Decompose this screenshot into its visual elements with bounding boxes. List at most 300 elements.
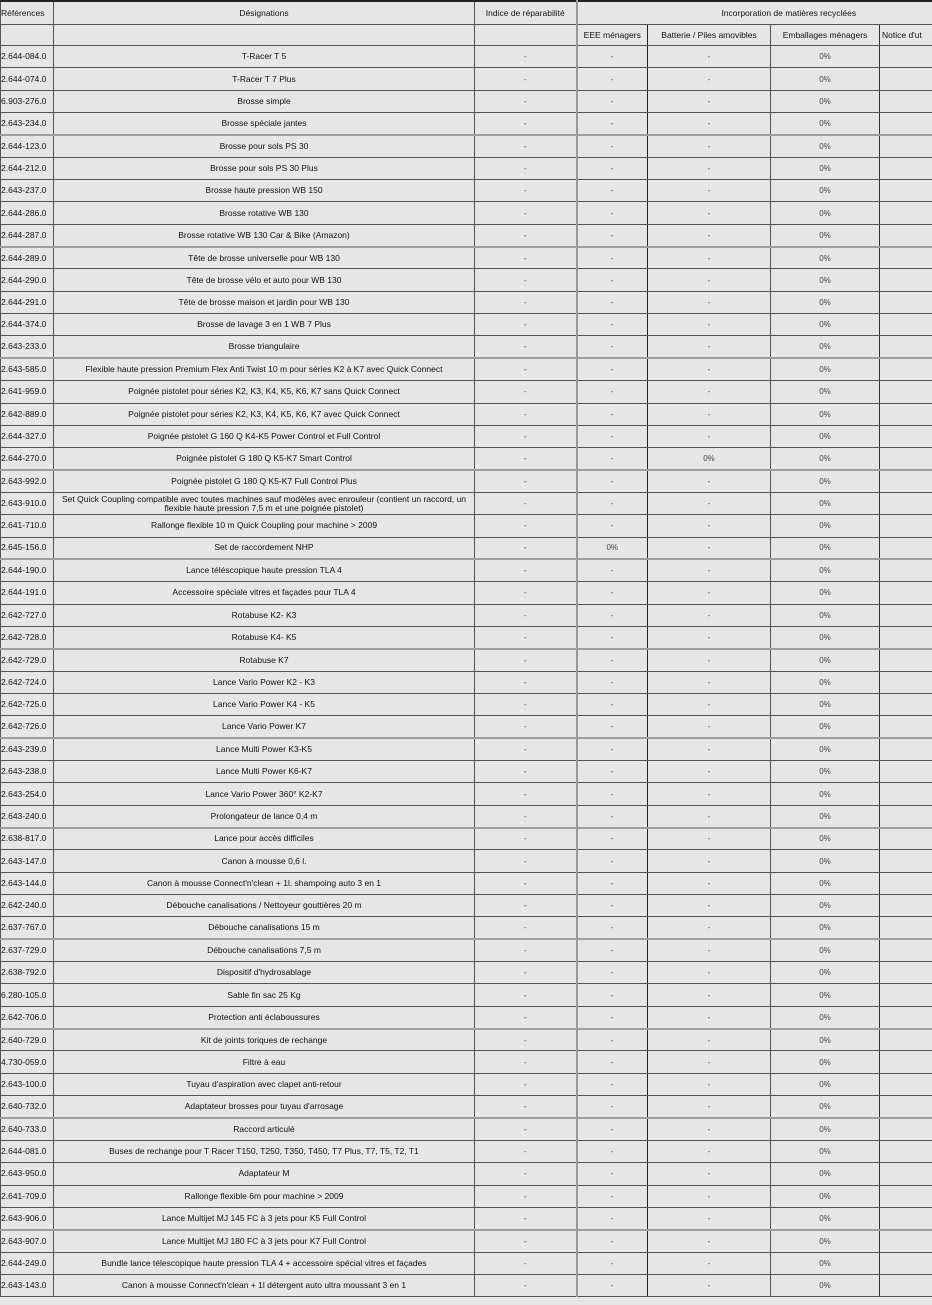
repairability-cell: - bbox=[475, 939, 577, 961]
eee-cell: - bbox=[577, 1163, 648, 1185]
eee-cell: - bbox=[577, 403, 648, 425]
eee-cell: - bbox=[577, 46, 648, 68]
designation-cell: Raccord articulé bbox=[54, 1118, 475, 1140]
header-packaging: Emballages ménagers bbox=[771, 25, 880, 46]
table-body bbox=[1, 46, 932, 1297]
reference-cell: 2.644-191.0 bbox=[1, 582, 54, 604]
notice-cell bbox=[880, 90, 932, 112]
table-row bbox=[1, 135, 932, 157]
table-row bbox=[1, 269, 932, 291]
designation-cell: Lance Multi Power K3-K5 bbox=[54, 738, 475, 760]
eee-cell: - bbox=[577, 1051, 648, 1073]
designation-cell: T-Racer T 7 Plus bbox=[54, 68, 475, 90]
designation-cell: Débouche canalisations / Nettoyeur gouttières 20 m bbox=[54, 895, 475, 917]
reference-cell: 2.640-733.0 bbox=[1, 1118, 54, 1140]
eee-cell: - bbox=[577, 425, 648, 447]
repairability-cell: - bbox=[475, 917, 577, 939]
header-battery: Batterie / Piles amovibles bbox=[648, 25, 771, 46]
repairability-cell: - bbox=[475, 895, 577, 917]
table-row bbox=[1, 68, 932, 90]
repairability-cell: - bbox=[475, 90, 577, 112]
reference-cell: 2.642-727.0 bbox=[1, 604, 54, 626]
packaging-cell: 0% bbox=[771, 336, 880, 358]
packaging-cell: 0% bbox=[771, 537, 880, 559]
repairability-cell: - bbox=[475, 962, 577, 984]
eee-cell: - bbox=[577, 247, 648, 269]
repairability-cell: - bbox=[475, 180, 577, 202]
eee-cell: - bbox=[577, 828, 648, 850]
battery-cell: - bbox=[648, 202, 771, 224]
repairability-cell: - bbox=[475, 783, 577, 805]
table-row bbox=[1, 1252, 932, 1274]
reference-cell: 2.643-237.0 bbox=[1, 180, 54, 202]
packaging-cell: 0% bbox=[771, 314, 880, 336]
packaging-cell: 0% bbox=[771, 135, 880, 157]
table-row bbox=[1, 693, 932, 715]
designation-cell: Canon à mousse Connect'n'clean + 1l détergent auto ultra moussant 3 en 1 bbox=[54, 1274, 475, 1296]
table-row bbox=[1, 448, 932, 470]
table-row bbox=[1, 381, 932, 403]
designation-cell: Tête de brosse vélo et auto pour WB 130 bbox=[54, 269, 475, 291]
table-row bbox=[1, 470, 932, 492]
battery-cell: - bbox=[648, 649, 771, 671]
eee-cell: - bbox=[577, 559, 648, 581]
battery-cell: - bbox=[648, 1073, 771, 1095]
designation-cell: Canon à mousse Connect'n'clean + 1l. shampoing auto 3 en 1 bbox=[54, 872, 475, 894]
reference-cell: 2.643-906.0 bbox=[1, 1207, 54, 1229]
repairability-cell: - bbox=[475, 738, 577, 760]
table-row bbox=[1, 939, 932, 961]
designation-cell: Brosse simple bbox=[54, 90, 475, 112]
packaging-cell: 0% bbox=[771, 895, 880, 917]
packaging-cell: 0% bbox=[771, 247, 880, 269]
designation-cell: Débouche canalisations 15 m bbox=[54, 917, 475, 939]
designation-cell: Adaptateur M bbox=[54, 1163, 475, 1185]
battery-cell: - bbox=[648, 492, 771, 514]
table-row bbox=[1, 761, 932, 783]
designation-cell: Prolongateur de lance 0,4 m bbox=[54, 805, 475, 827]
packaging-cell: 0% bbox=[771, 1118, 880, 1140]
table-row bbox=[1, 559, 932, 581]
battery-cell: - bbox=[648, 1140, 771, 1162]
eee-cell: - bbox=[577, 716, 648, 738]
reference-cell: 2.643-907.0 bbox=[1, 1230, 54, 1252]
repairability-cell: - bbox=[475, 850, 577, 872]
designation-cell: Canon à mousse 0,6 l. bbox=[54, 850, 475, 872]
eee-cell: - bbox=[577, 515, 648, 537]
repairability-cell: - bbox=[475, 1073, 577, 1095]
notice-cell bbox=[880, 180, 932, 202]
eee-cell: - bbox=[577, 448, 648, 470]
eee-cell: - bbox=[577, 314, 648, 336]
packaging-cell: 0% bbox=[771, 962, 880, 984]
reference-cell: 2.645-156.0 bbox=[1, 537, 54, 559]
table-row bbox=[1, 157, 932, 179]
notice-cell bbox=[880, 895, 932, 917]
battery-cell: - bbox=[648, 939, 771, 961]
reference-cell: 2.643-585.0 bbox=[1, 358, 54, 380]
eee-cell: - bbox=[577, 783, 648, 805]
repairability-cell: - bbox=[475, 671, 577, 693]
reference-cell: 2.642-728.0 bbox=[1, 626, 54, 648]
repairability-cell: - bbox=[475, 805, 577, 827]
battery-cell: - bbox=[648, 805, 771, 827]
notice-cell bbox=[880, 291, 932, 313]
battery-cell: - bbox=[648, 1096, 771, 1118]
repairability-cell: - bbox=[475, 761, 577, 783]
notice-cell bbox=[880, 850, 932, 872]
header-repairability: Indice de réparabilité bbox=[475, 1, 577, 25]
notice-cell bbox=[880, 1096, 932, 1118]
reference-cell: 2.643-239.0 bbox=[1, 738, 54, 760]
packaging-cell: 0% bbox=[771, 1252, 880, 1274]
reference-cell: 6.280-105.0 bbox=[1, 984, 54, 1006]
packaging-cell: 0% bbox=[771, 90, 880, 112]
table-row bbox=[1, 828, 932, 850]
battery-cell: - bbox=[648, 895, 771, 917]
reference-cell: 2.643-238.0 bbox=[1, 761, 54, 783]
reference-cell: 2.643-234.0 bbox=[1, 113, 54, 135]
packaging-cell: 0% bbox=[771, 1029, 880, 1051]
battery-cell: - bbox=[648, 537, 771, 559]
repairability-cell: - bbox=[475, 582, 577, 604]
repairability-cell: - bbox=[475, 403, 577, 425]
designation-cell: Tuyau d'aspiration avec clapet anti-retour bbox=[54, 1073, 475, 1095]
eee-cell: - bbox=[577, 649, 648, 671]
battery-cell: - bbox=[648, 247, 771, 269]
reference-cell: 2.640-729.0 bbox=[1, 1029, 54, 1051]
table-row bbox=[1, 917, 932, 939]
packaging-cell: 0% bbox=[771, 738, 880, 760]
eee-cell: - bbox=[577, 1185, 648, 1207]
eee-cell: - bbox=[577, 224, 648, 246]
designation-cell: Brosse pour sols PS 30 Plus bbox=[54, 157, 475, 179]
packaging-cell: 0% bbox=[771, 403, 880, 425]
table-row bbox=[1, 962, 932, 984]
designation-cell: Brosse spéciale jantes bbox=[54, 113, 475, 135]
repairability-cell: - bbox=[475, 1118, 577, 1140]
designation-cell: Rallonge flexible 6m pour machine > 2009 bbox=[54, 1185, 475, 1207]
reference-cell: 2.642-724.0 bbox=[1, 671, 54, 693]
eee-cell: - bbox=[577, 1006, 648, 1028]
repairability-cell: - bbox=[475, 113, 577, 135]
table-row bbox=[1, 291, 932, 313]
repairability-cell: - bbox=[475, 604, 577, 626]
notice-cell bbox=[880, 1252, 932, 1274]
notice-cell bbox=[880, 716, 932, 738]
notice-cell bbox=[880, 1073, 932, 1095]
reference-cell: 2.642-725.0 bbox=[1, 693, 54, 715]
reference-cell: 2.642-889.0 bbox=[1, 403, 54, 425]
designation-cell: Filtre à eau bbox=[54, 1051, 475, 1073]
eee-cell: - bbox=[577, 738, 648, 760]
battery-cell: - bbox=[648, 425, 771, 447]
eee-cell: - bbox=[577, 113, 648, 135]
notice-cell bbox=[880, 761, 932, 783]
battery-cell: - bbox=[648, 738, 771, 760]
eee-cell: - bbox=[577, 1140, 648, 1162]
packaging-cell: 0% bbox=[771, 180, 880, 202]
battery-cell: - bbox=[648, 582, 771, 604]
table-row bbox=[1, 604, 932, 626]
notice-cell bbox=[880, 269, 932, 291]
table-row bbox=[1, 649, 932, 671]
repairability-cell: - bbox=[475, 559, 577, 581]
reference-cell: 2.641-959.0 bbox=[1, 381, 54, 403]
battery-cell: - bbox=[648, 559, 771, 581]
designation-cell: Brosse triangulaire bbox=[54, 336, 475, 358]
repairability-cell: - bbox=[475, 693, 577, 715]
battery-cell: - bbox=[648, 224, 771, 246]
packaging-cell: 0% bbox=[771, 604, 880, 626]
table-row bbox=[1, 1230, 932, 1252]
battery-cell: - bbox=[648, 1230, 771, 1252]
designation-cell: Lance Vario Power K4 - K5 bbox=[54, 693, 475, 715]
notice-cell bbox=[880, 939, 932, 961]
table-row bbox=[1, 1118, 932, 1140]
designation-cell: Set Quick Coupling compatible avec toutes machines sauf modèles avec enrouleur (contient un raccord, un flexible haute pression 7,5 m et une poignée pistolet) bbox=[54, 492, 475, 514]
designation-cell: Tête de brosse maison et jardin pour WB 130 bbox=[54, 291, 475, 313]
table-row bbox=[1, 247, 932, 269]
packaging-cell: 0% bbox=[771, 1051, 880, 1073]
notice-cell bbox=[880, 113, 932, 135]
notice-cell bbox=[880, 649, 932, 671]
designation-cell: Poignée pistolet G 160 Q K4-K5 Power Control et Full Control bbox=[54, 425, 475, 447]
battery-cell: - bbox=[648, 850, 771, 872]
battery-cell: - bbox=[648, 626, 771, 648]
battery-cell: - bbox=[648, 381, 771, 403]
packaging-cell: 0% bbox=[771, 425, 880, 447]
designation-cell: Lance Vario Power 360° K2-K7 bbox=[54, 783, 475, 805]
packaging-cell: 0% bbox=[771, 448, 880, 470]
repairability-cell: - bbox=[475, 649, 577, 671]
packaging-cell: 0% bbox=[771, 202, 880, 224]
packaging-cell: 0% bbox=[771, 828, 880, 850]
battery-cell: - bbox=[648, 962, 771, 984]
notice-cell bbox=[880, 783, 932, 805]
packaging-cell: 0% bbox=[771, 671, 880, 693]
designation-cell: Poignée pistolet pour séries K2, K3, K4, K5, K6, K7 sans Quick Connect bbox=[54, 381, 475, 403]
battery-cell: - bbox=[648, 1274, 771, 1296]
eee-cell: - bbox=[577, 90, 648, 112]
eee-cell: - bbox=[577, 895, 648, 917]
packaging-cell: 0% bbox=[771, 515, 880, 537]
reference-cell: 2.643-950.0 bbox=[1, 1163, 54, 1185]
designation-cell: Accessoire spéciale vitres et façades pour TLA 4 bbox=[54, 582, 475, 604]
reference-cell: 2.641-710.0 bbox=[1, 515, 54, 537]
notice-cell bbox=[880, 582, 932, 604]
table-row bbox=[1, 895, 932, 917]
table-row bbox=[1, 537, 932, 559]
packaging-cell: 0% bbox=[771, 1207, 880, 1229]
reference-cell: 2.644-084.0 bbox=[1, 46, 54, 68]
eee-cell: - bbox=[577, 1230, 648, 1252]
eee-cell: - bbox=[577, 805, 648, 827]
notice-cell bbox=[880, 1185, 932, 1207]
table-row bbox=[1, 403, 932, 425]
notice-cell bbox=[880, 1163, 932, 1185]
reference-cell: 2.640-732.0 bbox=[1, 1096, 54, 1118]
designation-cell: Poignée pistolet pour séries K2, K3, K4, K5, K6, K7 avec Quick Connect bbox=[54, 403, 475, 425]
reference-cell: 2.643-910.0 bbox=[1, 492, 54, 514]
table-row bbox=[1, 626, 932, 648]
packaging-cell: 0% bbox=[771, 46, 880, 68]
packaging-cell: 0% bbox=[771, 761, 880, 783]
battery-cell: - bbox=[648, 693, 771, 715]
eee-cell: - bbox=[577, 984, 648, 1006]
reference-cell: 2.638-817.0 bbox=[1, 828, 54, 850]
repairability-cell: - bbox=[475, 291, 577, 313]
battery-cell: - bbox=[648, 1185, 771, 1207]
notice-cell bbox=[880, 604, 932, 626]
designation-cell: T-Racer T 5 bbox=[54, 46, 475, 68]
designation-cell: Flexible haute pression Premium Flex Anti Twist 10 m pour séries K2 à K7 avec Quick Connect bbox=[54, 358, 475, 380]
repairability-cell: - bbox=[475, 46, 577, 68]
eee-cell: - bbox=[577, 626, 648, 648]
reference-cell: 2.644-123.0 bbox=[1, 135, 54, 157]
designation-cell: Brosse rotative WB 130 bbox=[54, 202, 475, 224]
repairability-cell: - bbox=[475, 68, 577, 90]
notice-cell bbox=[880, 247, 932, 269]
packaging-cell: 0% bbox=[771, 917, 880, 939]
table-row bbox=[1, 783, 932, 805]
designation-cell: Protection anti éclaboussures bbox=[54, 1006, 475, 1028]
battery-cell: - bbox=[648, 917, 771, 939]
designation-cell: Dispositif d'hydrosablage bbox=[54, 962, 475, 984]
designation-cell: Tête de brosse universelle pour WB 130 bbox=[54, 247, 475, 269]
repairability-cell: - bbox=[475, 336, 577, 358]
reference-cell: 2.644-249.0 bbox=[1, 1252, 54, 1274]
repairability-cell: - bbox=[475, 626, 577, 648]
notice-cell bbox=[880, 515, 932, 537]
battery-cell: - bbox=[648, 135, 771, 157]
repairability-cell: - bbox=[475, 358, 577, 380]
table-row bbox=[1, 716, 932, 738]
packaging-cell: 0% bbox=[771, 1096, 880, 1118]
packaging-cell: 0% bbox=[771, 984, 880, 1006]
reference-cell: 2.644-291.0 bbox=[1, 291, 54, 313]
packaging-cell: 0% bbox=[771, 805, 880, 827]
eee-cell: - bbox=[577, 1207, 648, 1229]
notice-cell bbox=[880, 1006, 932, 1028]
designation-cell: Sable fin sac 25 Kg bbox=[54, 984, 475, 1006]
table-row bbox=[1, 850, 932, 872]
reference-cell: 2.641-709.0 bbox=[1, 1185, 54, 1207]
reference-cell: 2.642-729.0 bbox=[1, 649, 54, 671]
repairability-cell: - bbox=[475, 984, 577, 1006]
repairability-cell: - bbox=[475, 1185, 577, 1207]
designation-cell: Brosse haute pression WB 150 bbox=[54, 180, 475, 202]
reference-cell: 2.644-270.0 bbox=[1, 448, 54, 470]
repairability-cell: - bbox=[475, 1252, 577, 1274]
reference-cell: 2.644-190.0 bbox=[1, 559, 54, 581]
notice-cell bbox=[880, 202, 932, 224]
table-row bbox=[1, 1274, 932, 1296]
notice-cell bbox=[880, 1207, 932, 1229]
eee-cell: - bbox=[577, 1073, 648, 1095]
designation-cell: Brosse rotative WB 130 Car & Bike (Amazon) bbox=[54, 224, 475, 246]
table-row bbox=[1, 872, 932, 894]
battery-cell: - bbox=[648, 783, 771, 805]
reference-cell: 2.644-286.0 bbox=[1, 202, 54, 224]
packaging-cell: 0% bbox=[771, 1073, 880, 1095]
designation-cell: Kit de joints toriques de rechange bbox=[54, 1029, 475, 1051]
table-row bbox=[1, 46, 932, 68]
notice-cell bbox=[880, 46, 932, 68]
repairability-cell: - bbox=[475, 448, 577, 470]
packaging-cell: 0% bbox=[771, 1274, 880, 1296]
notice-cell bbox=[880, 314, 932, 336]
reference-cell: 2.642-706.0 bbox=[1, 1006, 54, 1028]
designation-cell: Adaptateur brosses pour tuyau d'arrosage bbox=[54, 1096, 475, 1118]
packaging-cell: 0% bbox=[771, 1006, 880, 1028]
table-row bbox=[1, 1006, 932, 1028]
table-row bbox=[1, 1207, 932, 1229]
repairability-cell: - bbox=[475, 716, 577, 738]
battery-cell: - bbox=[648, 470, 771, 492]
reference-cell: 2.644-289.0 bbox=[1, 247, 54, 269]
battery-cell: - bbox=[648, 1051, 771, 1073]
notice-cell bbox=[880, 671, 932, 693]
table-row bbox=[1, 202, 932, 224]
notice-cell bbox=[880, 1274, 932, 1296]
eee-cell: - bbox=[577, 180, 648, 202]
notice-cell bbox=[880, 828, 932, 850]
packaging-cell: 0% bbox=[771, 1230, 880, 1252]
notice-cell bbox=[880, 1029, 932, 1051]
designation-cell: Brosse de lavage 3 en 1 WB 7 Plus bbox=[54, 314, 475, 336]
notice-cell bbox=[880, 470, 932, 492]
battery-cell: - bbox=[648, 358, 771, 380]
packaging-cell: 0% bbox=[771, 269, 880, 291]
battery-cell: - bbox=[648, 1006, 771, 1028]
battery-cell: - bbox=[648, 403, 771, 425]
header-references: Références bbox=[1, 1, 54, 25]
eee-cell: - bbox=[577, 358, 648, 380]
designation-cell: Poignée pistolet G 180 Q K5-K7 Full Control Plus bbox=[54, 470, 475, 492]
table-row bbox=[1, 113, 932, 135]
eee-cell: - bbox=[577, 917, 648, 939]
battery-cell: - bbox=[648, 604, 771, 626]
eee-cell: - bbox=[577, 135, 648, 157]
repairability-cell: - bbox=[475, 515, 577, 537]
table-row bbox=[1, 1096, 932, 1118]
table-row bbox=[1, 738, 932, 760]
repairability-cell: - bbox=[475, 202, 577, 224]
reference-cell: 2.643-144.0 bbox=[1, 872, 54, 894]
designation-cell: Lance téléscopique haute pression TLA 4 bbox=[54, 559, 475, 581]
notice-cell bbox=[880, 537, 932, 559]
reference-cell: 2.644-327.0 bbox=[1, 425, 54, 447]
repairability-cell: - bbox=[475, 247, 577, 269]
notice-cell bbox=[880, 68, 932, 90]
packaging-cell: 0% bbox=[771, 358, 880, 380]
battery-cell: 0% bbox=[648, 448, 771, 470]
table-row bbox=[1, 314, 932, 336]
eee-cell: - bbox=[577, 604, 648, 626]
notice-cell bbox=[880, 559, 932, 581]
header-notice: Notice d'ut bbox=[880, 25, 932, 46]
notice-cell bbox=[880, 1118, 932, 1140]
eee-cell: - bbox=[577, 291, 648, 313]
reference-cell: 2.644-374.0 bbox=[1, 314, 54, 336]
reference-cell: 2.644-212.0 bbox=[1, 157, 54, 179]
battery-cell: - bbox=[648, 180, 771, 202]
header-references-blank bbox=[1, 25, 54, 46]
header-designations-blank bbox=[54, 25, 475, 46]
designation-cell: Bundle lance télescopique haute pression TLA 4 + accessoire spécial vitres et façades bbox=[54, 1252, 475, 1274]
reference-cell: 2.637-729.0 bbox=[1, 939, 54, 961]
